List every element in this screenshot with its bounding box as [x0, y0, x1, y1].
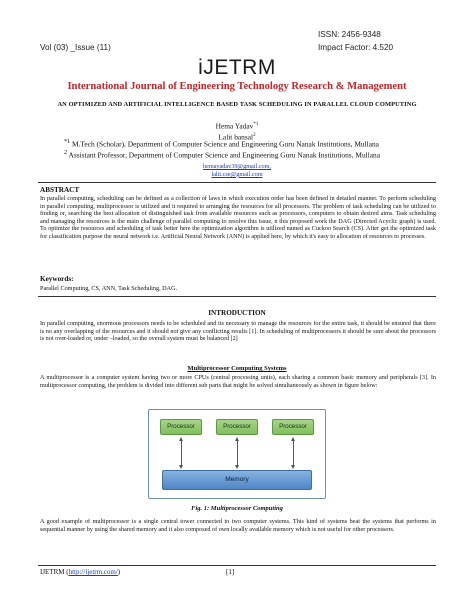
volume-issue-label: Vol (03) _Issue (11) [40, 43, 111, 52]
journal-name: International Journal of Engineering Technology Research & Management [67, 81, 407, 92]
author-1: Hema Yadav$^{*1}$ [215, 121, 259, 131]
processor-box-3: Processor [272, 419, 314, 435]
bidirectional-arrow-icon [179, 437, 183, 469]
introduction-heading: INTRODUCTION [208, 309, 266, 317]
abstract-text: In parallel computing, scheduling can be defined as a collection of laws in which execution order has been defined in detailed manner. To perform scheduling in parallel computing, multiprocessor is utilized and it required to arranging the resources for all processors. The problem of task scheduling can be utilized to finding or, searching the best allocation of distinguished task from available resources such as processors, computers to obtain desired aims. Task scheduling and managing the resources is the main challenge of parallel computing to resolve this issue, n this proposed work the DAG (Directed Acyclic graph) is used. To optimize the resources and scheduling of task better here the optimization algorithm is utilized named as Cuckoo Search (CS). After get the optimized task for classification purpose the neural network i.e. Artificial Neural Network (ANN) is applied here, by which it's easy to allocation of resources to processes. [40, 195, 436, 240]
paper-title: AN OPTIMIZED AND ARTIFICIAL INTELLIGENCE BASED TASK SCHEDULING IN PARALLEL CLOUD COMPUTING [57, 101, 417, 108]
journal-logo: iJETRM [198, 56, 276, 79]
affiliation-2: $^2$ Assistant Professor, Department of Computer Science and Engineering Guru Nanak Institutions, Mullana [64, 149, 381, 160]
divider-footer [38, 565, 436, 566]
processor-box-1: Processor [160, 419, 202, 435]
introduction-text: In parallel computing, enormous processors needs to be scheduled and its necessary to manage the resources for the entire task, it should be ensured that there is no any overlapping of the resources and it should not give any conflicting results [1]. In scheduling of multiprocessors it should be sure about the processors is not over-loaded or, under –loaded, so the overall system must be balanced [2] [40, 320, 436, 342]
memory-box: Memory [162, 470, 312, 490]
bidirectional-arrow-icon [235, 437, 239, 469]
emails-block [0, 163, 474, 179]
divider-keywords [38, 296, 436, 297]
impact-factor-label: Impact Factor: 4.520 [318, 43, 394, 52]
bidirectional-arrow-icon [291, 437, 295, 469]
footer-url-link[interactable]: http://ijetrm.com/ [68, 568, 118, 576]
email-link-2[interactable]: lalit.cse@gmail.com [211, 170, 263, 178]
affiliation-1: $^{*1}$ M.Tech (Scholar), Department of Computer Science and Engineering Guru Nanak Institutions, Mullana [64, 139, 379, 149]
page-number: [1] [226, 568, 235, 576]
footer-journal: IJETRM (http://ijetrm.com/) [40, 568, 121, 576]
keywords-text: Parallel Computing, CS, ANN, Task Scheduling, DAG. [40, 285, 178, 292]
figure-caption: Fig. 1: Multiprocessor Computing [191, 505, 283, 512]
abstract-heading: ABSTRACT [40, 186, 80, 194]
author-2: Lalit bansal$^2$ [218, 132, 256, 142]
processor-box-2: Processor [216, 419, 258, 435]
closing-paragraph: A good example of multiprocessor is a single central tower connected to two computer systems. This kind of systems beat the systems that performs in sequential manner by using the shared memory and it also composed of own locally available memory which is not useful for other processors. [40, 518, 436, 533]
affiliations-block [64, 138, 380, 160]
issn-label: ISSN: 2456-9348 [318, 30, 381, 39]
email-link-1[interactable]: hemayadav39@gmail.com, [203, 163, 271, 170]
multiprocessor-figure [148, 409, 326, 499]
divider-top [38, 182, 436, 183]
multiprocessor-heading: Multiprocessor Computing Systems [187, 365, 287, 372]
multiprocessor-text: A multiprocessor is a computer system having two or more CPUs (central processing units), each sharing a common basic memory and peripherals [3]. In multiprocessor computing, the problem is divided into different sub parts that might be solved simultaneously as shown in figure below: [40, 374, 436, 389]
keywords-heading: Keywords: [40, 275, 74, 283]
